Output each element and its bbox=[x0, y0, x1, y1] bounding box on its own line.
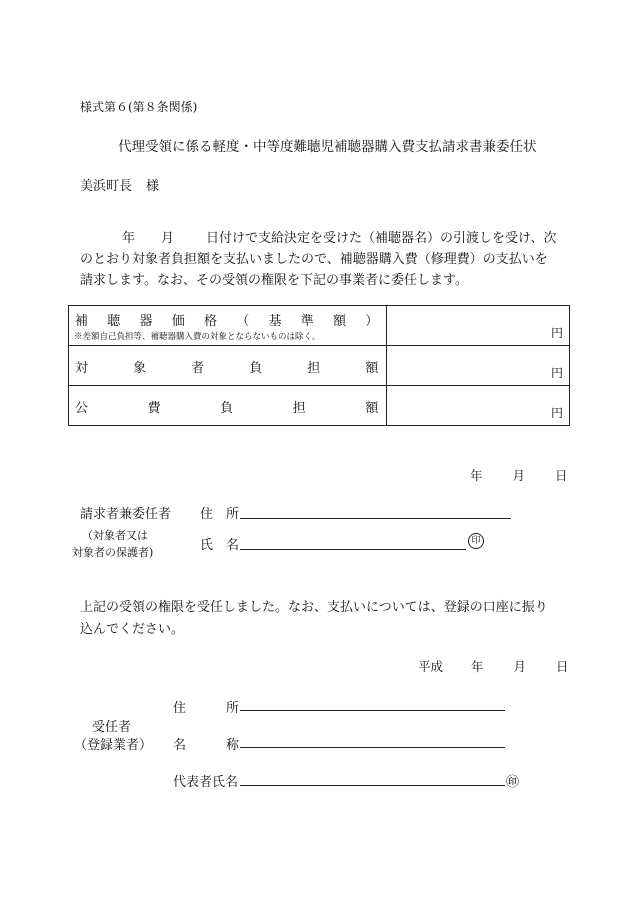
label-char: 価 bbox=[171, 314, 185, 329]
label-char: 負 bbox=[220, 401, 234, 416]
statement-line-1 bbox=[80, 228, 580, 249]
agent-address-label-2: 所 bbox=[226, 701, 240, 716]
statement-line-2: のとおり対象者負担額を支払いましたので、補聴器購入費（修理費）の支払いを bbox=[80, 252, 548, 267]
table-row-public-burden bbox=[69, 386, 570, 426]
acceptance-line-2: 込んでください。 bbox=[80, 622, 185, 637]
label-char: 費 bbox=[147, 401, 161, 416]
label-char: 聴 bbox=[107, 314, 121, 329]
requester-note-1: （対象者又は bbox=[82, 529, 148, 542]
public-burden-label bbox=[69, 386, 387, 426]
yen-unit: 円 bbox=[550, 366, 563, 380]
agent-rep-line[interactable] bbox=[240, 785, 505, 786]
agent-address-label-1: 住 bbox=[173, 701, 187, 716]
label-char: 象 bbox=[133, 361, 147, 376]
request-month: 月 bbox=[512, 468, 526, 483]
requester-address-line[interactable] bbox=[240, 518, 511, 519]
request-day: 日 bbox=[555, 468, 568, 483]
label-char: 担 bbox=[307, 361, 321, 376]
label-char: 額 bbox=[333, 314, 347, 329]
device-price-value-field[interactable] bbox=[387, 306, 570, 346]
agent-name-line[interactable] bbox=[240, 747, 505, 748]
seal-icon: ㊞ bbox=[506, 775, 520, 790]
label-char: 担 bbox=[292, 401, 306, 416]
requester-role: 請求者兼委任者 bbox=[80, 507, 172, 522]
label-char: ） bbox=[365, 314, 379, 329]
document-title: 代理受領に係る軽度・中等度難聴児補聴器購入費支払請求書兼委任状 bbox=[118, 139, 537, 155]
amount-table bbox=[68, 305, 570, 426]
device-price-title bbox=[75, 310, 378, 329]
acceptance-month: 月 bbox=[513, 659, 527, 674]
requester-note-2: 対象者の保護者) bbox=[72, 546, 154, 559]
label-char: 格 bbox=[204, 314, 218, 329]
requester-address-label: 住 所 bbox=[200, 507, 240, 522]
addressee-name: 美浜町長 bbox=[80, 179, 133, 194]
statement-line1-rest: 日付けで支給決定を受けた（補聴器名）の引渡しを受け、次 bbox=[206, 231, 557, 246]
statement-month: 月 bbox=[161, 231, 175, 246]
label-char: 対 bbox=[75, 361, 89, 376]
addressee bbox=[80, 175, 159, 194]
label-char: 公 bbox=[75, 401, 89, 416]
statement-line-3: 請求します。なお、その受領の権限を下記の事業者に委任します。 bbox=[80, 273, 468, 288]
agent-name-label-1: 名 bbox=[173, 738, 187, 753]
label-char: （ bbox=[236, 314, 250, 329]
user-burden-label bbox=[69, 346, 387, 386]
agent-address-line[interactable] bbox=[240, 710, 505, 711]
acceptance-year: 年 bbox=[471, 659, 484, 674]
label-char: 負 bbox=[249, 361, 263, 376]
agent-name-label-2: 称 bbox=[226, 738, 240, 753]
request-year: 年 bbox=[470, 468, 483, 483]
acceptance-day: 日 bbox=[556, 659, 569, 674]
label-char: 器 bbox=[139, 314, 153, 329]
addressee-honorific: 様 bbox=[146, 179, 160, 194]
acceptance-era: 平成 bbox=[418, 659, 444, 674]
yen-unit: 円 bbox=[550, 326, 563, 340]
yen-unit: 円 bbox=[550, 406, 563, 420]
seal-icon: 印 bbox=[468, 533, 484, 549]
device-price-label bbox=[69, 306, 387, 346]
label-char: 額 bbox=[365, 401, 379, 416]
label-char: 準 bbox=[300, 314, 314, 329]
user-burden-value-field[interactable] bbox=[387, 346, 570, 386]
acceptance-paragraph bbox=[80, 597, 580, 641]
user-burden-title bbox=[75, 357, 378, 376]
statement-year: 年 bbox=[122, 231, 136, 246]
label-char: 者 bbox=[191, 361, 205, 376]
agent-role-note: （登録業者） bbox=[74, 738, 153, 753]
request-date bbox=[470, 466, 568, 484]
statement-paragraph bbox=[80, 228, 580, 291]
label-char: 額 bbox=[365, 361, 379, 376]
form-number: 様式第６(第８条関係) bbox=[80, 100, 198, 114]
label-char: 基 bbox=[268, 314, 282, 329]
table-row-device-price bbox=[69, 306, 570, 346]
table-row-user-burden bbox=[69, 346, 570, 386]
public-burden-value-field[interactable] bbox=[387, 386, 570, 426]
public-burden-title bbox=[75, 397, 378, 416]
requester-name-line[interactable] bbox=[240, 549, 466, 550]
acceptance-date bbox=[418, 657, 569, 675]
label-char: 補 bbox=[75, 314, 89, 329]
device-price-note: ※差額自己負担等、補聴器購入費の対象とならないものは除く。 bbox=[74, 332, 321, 342]
requester-name-label: 氏 名 bbox=[200, 538, 240, 553]
agent-rep-label: 代表者氏名 bbox=[173, 775, 239, 790]
acceptance-line-1: 上記の受領の権限を受任しました。なお、支払いについては、登録の口座に振り bbox=[80, 600, 548, 615]
agent-role: 受任者 bbox=[92, 720, 132, 735]
